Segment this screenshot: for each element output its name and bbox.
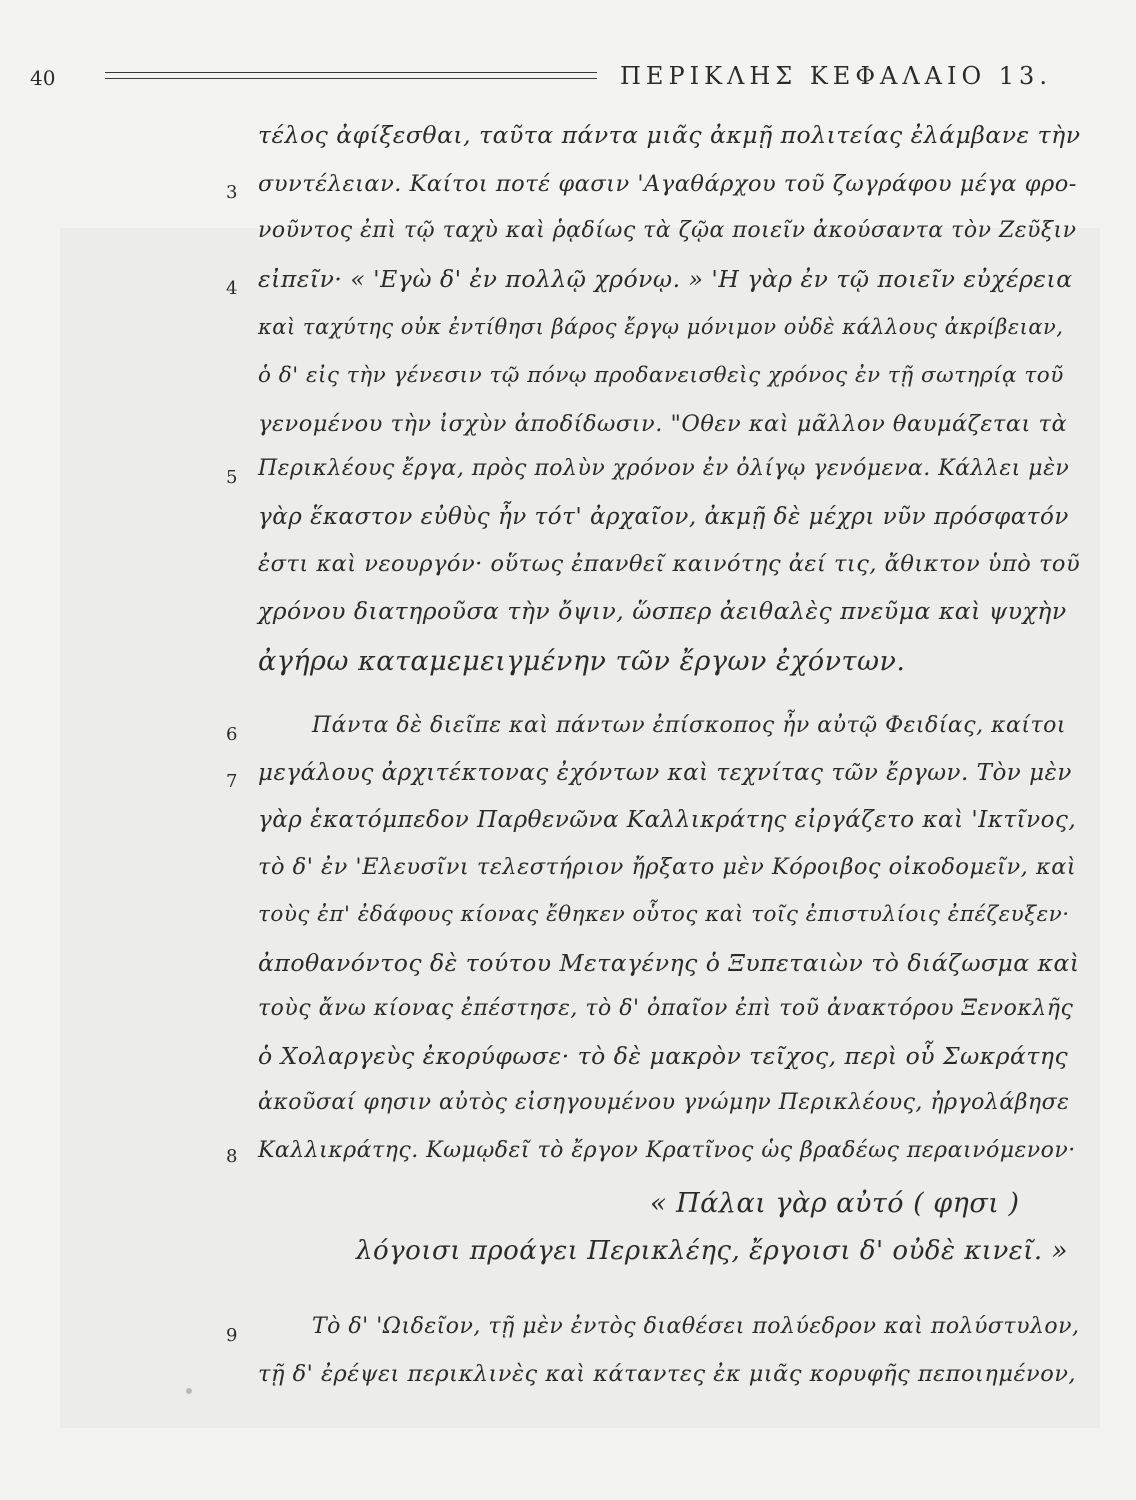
quote-line: λόγοισι προάγει Περικλέης, ἔργοισι δ' οὐδὲ κινεῖ. » (356, 1236, 1068, 1266)
text-line: τοὺς ἄνω κίονας ἐπέστησε, τὸ δ' ὀπαῖον ἐπὶ τοῦ ἀνακτόρου Ξενοκλῆς (258, 996, 1074, 1021)
text-line: νοῦντος ἐπὶ τῷ ταχὺ καὶ ῥᾳδίως τὰ ζῷα ποιεῖν ἀκούσαντα τὸν Ζεῦξιν (258, 218, 1077, 243)
text-line: Πάντα δὲ διεῖπε καὶ πάντων ἐπίσκοπος ἦν αὐτῷ Φειδίας, καίτοι (312, 713, 1067, 738)
text-line: ὁ Χολαργεὺς ἐκορύφωσε· τὸ δὲ μακρὸν τεῖχος, περὶ οὗ Σωκράτης (258, 1042, 1069, 1070)
text-line: Περικλέους ἔργα, πρὸς πολὺν χρόνον ἐν ὀλίγῳ γενόμενα. Κάλλει μὲν (258, 456, 1070, 481)
header-rule (105, 72, 597, 79)
text-line: τοὺς ἐπ' ἐδάφους κίονας ἔθηκεν οὗτος καὶ τοῖς ἐπιστυλίοις ἐπέζευξεν· (258, 902, 1070, 927)
text-line: εἰπεῖν· « 'Εγὼ δ' ἐν πολλῷ χρόνῳ. » 'Η γὰρ ἐν τῷ ποιεῖν εὐχέρεια (258, 265, 1073, 293)
margin-number: 6 (226, 724, 238, 745)
text-line: Καλλικράτης. Κωμῳδεῖ τὸ ἔργον Κρατῖνος ὡς βραδέως περαινόμενον· (258, 1138, 1076, 1163)
paper-speck (186, 1388, 192, 1394)
text-line: γενομένου τὴν ἰσχὺν ἀποδίδωσιν. "Οθεν καὶ μᾶλλον θαυμάζεται τὰ (258, 411, 1068, 437)
text-line: ἐστι καὶ νεουργόν· οὕτως ἐπανθεῖ καινότης ἀεί τις, ἄθικτον ὑπὸ τοῦ (258, 551, 1081, 577)
margin-number: 5 (226, 467, 238, 488)
text-line: ὁ δ' εἰς τὴν γένεσιν τῷ πόνῳ προδανεισθεὶς χρόνος ἐν τῇ σωτηρίᾳ τοῦ (258, 363, 1064, 388)
text-line: τὸ δ' ἐν 'Ελευσῖνι τελεστήριον ἤρξατο μὲν Κόροιβος οἰκοδομεῖν, καὶ (258, 854, 1077, 880)
text-line: ἀκοῦσαί φησιν αὐτὸς εἰσηγουμένου γνώμην Περικλέους, ἠργολάβησε (258, 1090, 1070, 1115)
text-line: ἀγήρω καταμεμειγμένην τῶν ἔργων ἐχόντων. (258, 646, 906, 677)
quote-line: « Πάλαι γὰρ αὐτό ( φησι ) (650, 1188, 1020, 1219)
margin-number: 8 (226, 1146, 238, 1167)
text-line: ἀποθανόντος δὲ τούτου Μεταγένης ὁ Ξυπεταιὼν τὸ διάζωσμα καὶ (258, 949, 1080, 977)
margin-number: 9 (226, 1325, 238, 1346)
page-number: 40 (30, 66, 56, 90)
text-line: τέλος ἀφίξεσθαι, ταῦτα πάντα μιᾶς ἀκμῇ πολιτείας ἐλάμβανε τὴν (258, 121, 1081, 149)
margin-number: 7 (226, 771, 238, 792)
text-line: καὶ ταχύτης οὐκ ἐντίθησι βάρος ἔργῳ μόνιμον οὐδὲ κάλλους ἀκρίβειαν, (258, 315, 1064, 339)
text-line: γὰρ ἑκατόμπεδον Παρθενῶνα Καλλικράτης εἰργάζετο καὶ 'Ικτῖνος, (258, 807, 1077, 833)
text-line: μεγάλους ἀρχιτέκτονας ἐχόντων καὶ τεχνίτας τῶν ἔργων. Τὸν μὲν (258, 760, 1072, 786)
text-line: τῇ δ' ἐρέψει περικλινὲς καὶ κάταντες ἐκ μιᾶς κορυφῆς πεποιημένον, (258, 1361, 1077, 1387)
text-line: χρόνου διατηροῦσα τὴν ὄψιν, ὥσπερ ἀειθαλὲς πνεῦμα καὶ ψυχὴν (258, 597, 1067, 625)
margin-number: 4 (226, 278, 238, 299)
text-line: γὰρ ἕκαστον εὐθὺς ἦν τότ' ἀρχαῖον, ἀκμῇ δὲ μέχρι νῦν πρόσφατόν (258, 504, 1069, 530)
running-title: ΠΕΡΙΚΛΗΣ ΚΕΦΑΛΑΙΟ 13. (620, 62, 1052, 90)
text-line: συντέλειαν. Καίτοι ποτέ φασιν 'Αγαθάρχου τοῦ ζωγράφου μέγα φρο- (258, 171, 1077, 197)
text-line: Τὸ δ' 'Ωιδεῖον, τῇ μὲν ἐντὸς διαθέσει πολύεδρον καὶ πολύστυλον, (312, 1314, 1080, 1339)
margin-number: 3 (226, 182, 238, 203)
